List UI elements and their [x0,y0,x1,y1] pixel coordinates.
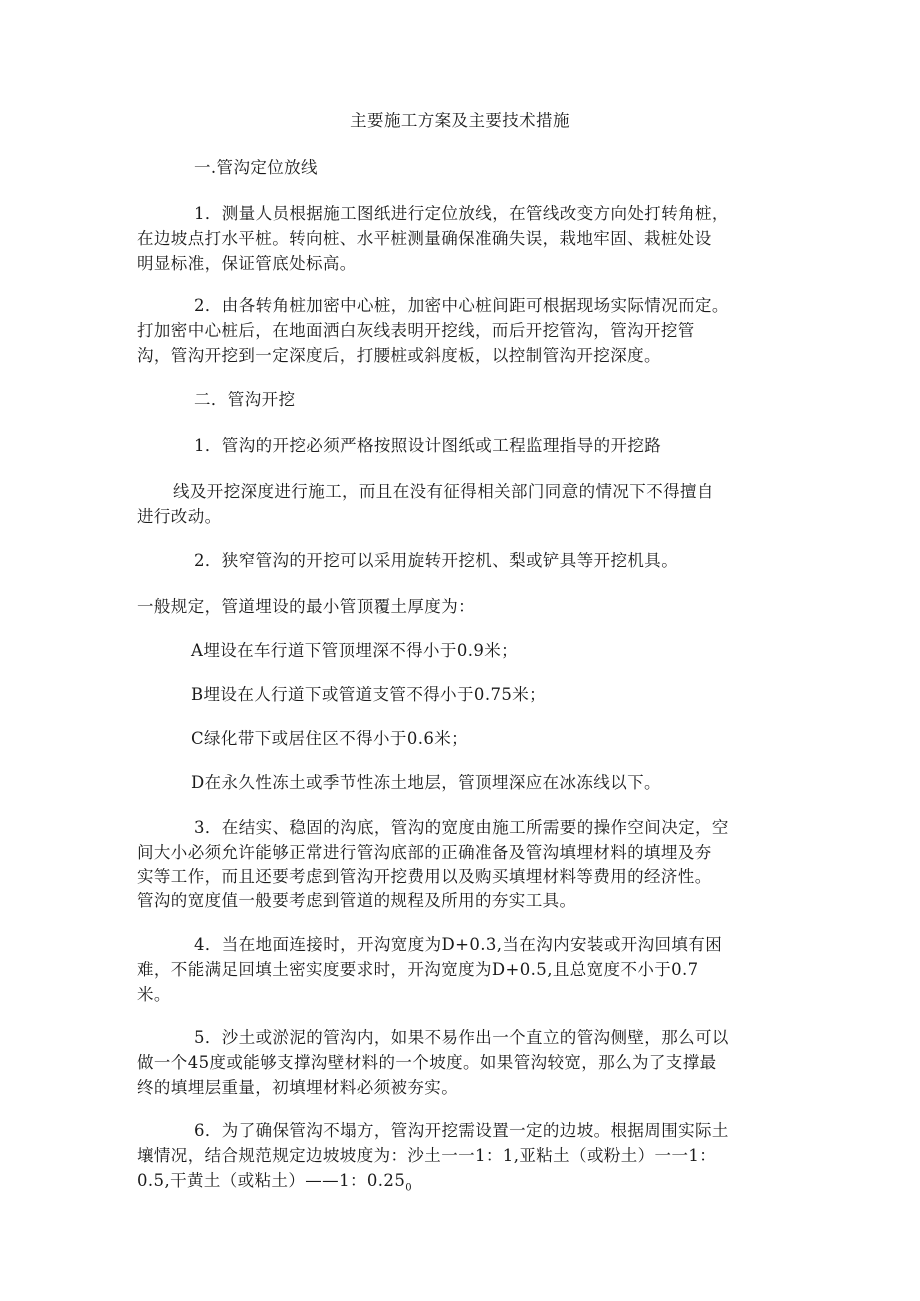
paragraph-line: 进行改动。 [137,507,222,526]
paragraph-line: 终的填埋层重量，初填埋材料必须被夯实。 [137,1078,459,1097]
paragraph-line: 管沟的宽度值一般要考虑到管道的规程及所用的夯实工具。 [137,891,577,910]
paragraph-line [137,1171,412,1198]
paragraph-line: 一般规定，管道埋设的最小管顶覆土厚度为： [137,597,475,616]
paragraph-line: 壤情况，结合规范规定边坡坡度为：沙土一一1：1,亚粘土（或粉土）一一1： [137,1146,717,1165]
section-heading-2: 二．管沟开挖 [194,390,296,409]
paragraph-line: 在边坡点打水平桩。转向桩、水平桩测量确保准确失误，栽地牢固、栽桩处设 [137,229,712,248]
paragraph-text: 0.5,干黄土（或粘土）——1：0.25 [137,1171,406,1190]
rule-item: C绿化带下或居住区不得小于0.6米； [191,729,469,748]
paragraph-line: 2．由各转角桩加密中心桩，加密中心桩间距可根据现场实际情况而定。 [194,296,729,315]
paragraph-line: 沟，管沟开挖到一定深度后，打腰桩或斜度板，以控制管沟开挖深度。 [137,346,661,365]
paragraph-line: 打加密中心桩后，在地面洒白灰线表明开挖线，而后开挖管沟，管沟开挖管 [137,321,695,340]
paragraph-line: 6．为了确保管沟不塌方，管沟开挖需设置一定的边坡。根据周围实际土 [194,1121,729,1140]
rule-item: D在永久性冻土或季节性冻土地层，管顶埋深应在冰冻线以下。 [191,773,661,792]
paragraph-line: 米。 [137,985,171,1004]
rule-item: A埋设在车行道下管顶埋深不得小于0.9米； [191,641,519,660]
section-heading-1: 一.管沟定位放线 [194,158,318,177]
paragraph-line: 线及开挖深度进行施工，而且在没有征得相关部门同意的情况下不得擅自 [173,482,714,501]
rule-item: B埋设在人行道下或管道支管不得小于0.75米； [191,685,547,704]
trailing-subscript-mark: 0 [405,1182,412,1194]
paragraph-line: 明显标准，保证管底处标高。 [137,254,357,273]
paragraph-line: 4．当在地面连接时，开沟宽度为D+0.3,当在沟内安装或开沟回填有困 [194,935,723,954]
paragraph-line: 难，不能满足回填土密实度要求时，开沟宽度为D+0.5,且总宽度不小于0.7 [137,960,699,979]
paragraph-line: 1．测量人员根据施工图纸进行定位放线，在管线改变方向处打转角桩， [194,204,729,223]
paragraph-line: 3．在结实、稳固的沟底，管沟的宽度由施工所需要的操作空间决定，空 [194,818,729,837]
paragraph-line: 5．沙土或淤泥的管沟内，如果不易作出一个直立的管沟侧壁，那么可以 [194,1028,729,1047]
paragraph-line: 做一个45度或能够支撑沟壁材料的一个坡度。如果管沟较宽，那么为了支撑最 [137,1053,717,1072]
paragraph-line: 实等工作，而且还要考虑到管沟开挖费用以及购买填埋材料等费用的经济性。 [137,867,712,886]
paragraph-line: 间大小必须允许能够正常进行管沟底部的正确准备及管沟填埋材料的填埋及夯 [137,843,712,862]
paragraph-line: 2．狭窄管沟的开挖可以采用旋转开挖机、梨或铲具等开挖机具。 [194,551,679,570]
paragraph-line: 1．管沟的开挖必须严格按照设计图纸或工程监理指导的开挖路 [194,436,662,455]
page-title: 主要施工方案及主要技术措施 [350,111,570,130]
